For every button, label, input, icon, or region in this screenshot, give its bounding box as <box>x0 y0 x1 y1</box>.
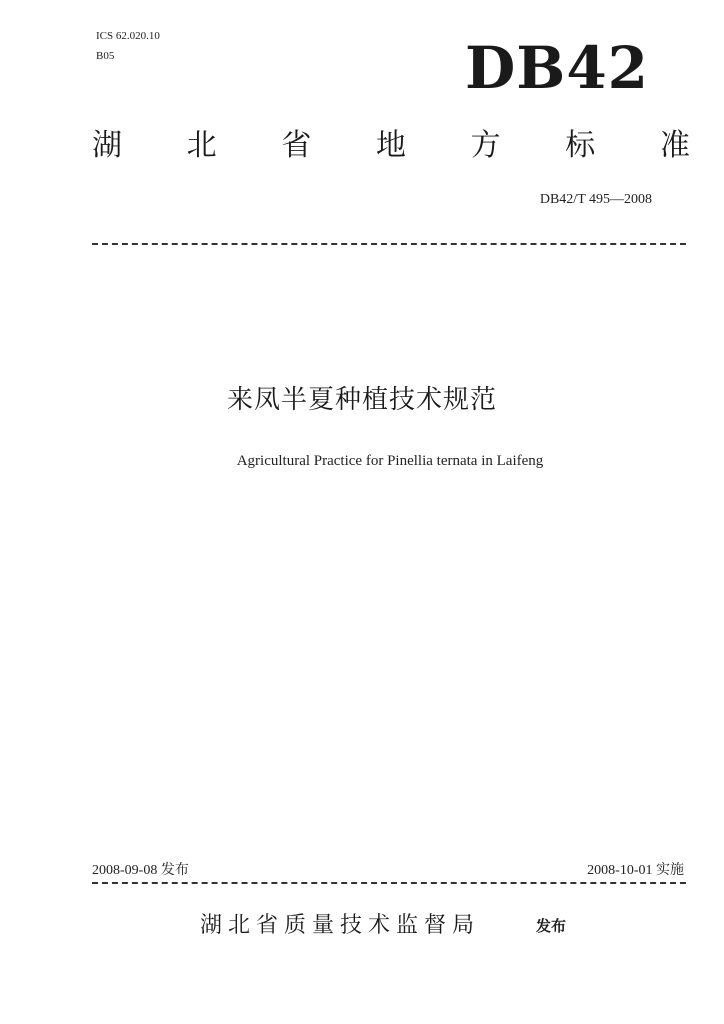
standard-logo: DB42 <box>465 34 650 102</box>
standard-type-char: 北 <box>186 128 217 163</box>
standard-type-heading <box>92 128 690 164</box>
document-title-chinese: 来凤半夏种植技术规范 <box>226 385 497 415</box>
standard-type-char: 标 <box>565 128 596 163</box>
standard-type-char: 省 <box>281 128 312 163</box>
issuing-suffix: 发布 <box>536 917 567 935</box>
ics-code: ICS 62.020.10 <box>96 30 160 42</box>
standard-type-char: 湖 <box>92 128 122 163</box>
implementation-date: 2008-10-01 实施 <box>587 863 684 878</box>
standard-type-char: 地 <box>375 128 406 163</box>
issue-date: 2008-09-08 发布 <box>92 863 189 878</box>
standard-type-char: 方 <box>470 128 501 163</box>
standard-number: DB42/T 495—2008 <box>539 192 652 207</box>
classification-code: B05 <box>96 50 115 62</box>
standard-type-char: 准 <box>659 128 690 163</box>
top-divider <box>92 243 686 245</box>
issuing-authority: 湖北省质量技术监督局 <box>200 913 481 938</box>
bottom-divider <box>92 882 686 884</box>
document-title-english: Agricultural Practice for Pinellia ternata in Laifeng <box>236 453 544 469</box>
